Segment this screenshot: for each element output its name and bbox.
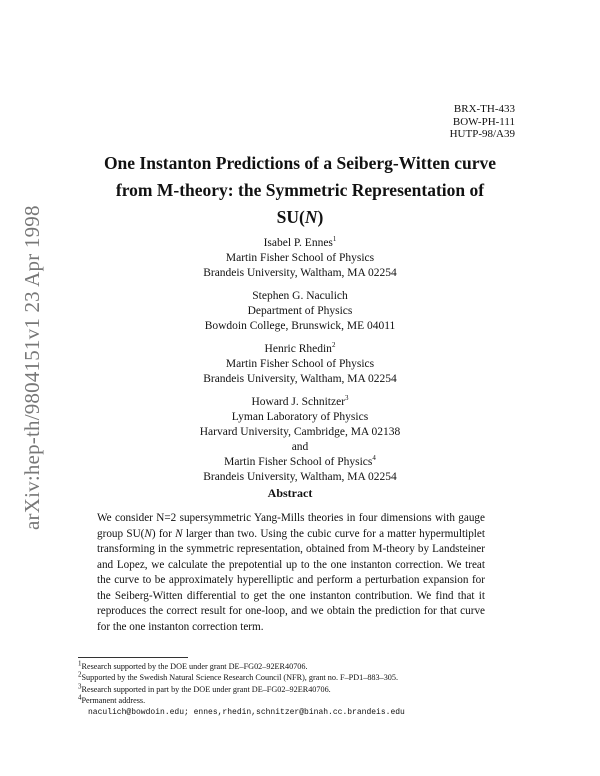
affiliation-line: Martin Fisher School of Physics — [225, 358, 375, 370]
author-name: Isabel P. Ennes$^1$ — [263, 235, 337, 249]
affiliation-line: Harvard University, Cambridge, MA 02138 — [199, 426, 401, 438]
abstract-heading: Abstract — [267, 486, 313, 500]
author-block — [120, 395, 480, 485]
author-list — [120, 236, 480, 493]
author-block — [120, 289, 480, 334]
author-block — [120, 342, 480, 387]
title-line: SU(N) — [276, 207, 324, 227]
title-line: from M-theory: the Symmetric Representation of — [115, 180, 485, 200]
footnote: $^3$Research supported in part by the DOE under grant DE–FG02–92ER40706. — [78, 682, 331, 694]
author-name: Stephen G. Naculich — [252, 290, 348, 302]
conjunction: and — [291, 441, 309, 453]
author-name: Henric Rhedin$^2$ — [264, 341, 336, 355]
author-block — [120, 236, 480, 281]
report-numbers — [450, 103, 515, 141]
arxiv-identifier: arXiv:hep-th/9804151v1 23 Apr 1998 — [20, 205, 44, 530]
affiliation-line: Martin Fisher School of Physics$^4$ — [224, 454, 376, 468]
title-line: One Instanton Predictions of a Seiberg-Witten curve — [103, 153, 497, 173]
footnotes — [78, 661, 538, 718]
report-number: BOW-PH-111 — [452, 115, 515, 128]
affiliation-line: Brandeis University, Waltham, MA 02254 — [203, 471, 397, 483]
footnote: $^2$Supported by the Swedish Natural Science Research Council (NFR), grant no. F–PD1–883–305. — [78, 670, 399, 683]
footnote: $^4$Permanent address. — [78, 693, 146, 706]
report-number: BRX-TH-433 — [453, 103, 515, 115]
affiliation-line: Brandeis University, Waltham, MA 02254 — [203, 267, 397, 279]
footnote: $^1$Research supported by the DOE under grant DE–FG02–92ER40706. — [78, 659, 308, 671]
affiliation-line: Bowdoin College, Brunswick, ME 04011 — [204, 320, 396, 332]
email-addresses: naculich@bowdoin.edu; ennes,rhedin,schnitzer@binah.cc.brandeis.edu — [88, 707, 405, 717]
affiliation-line: Brandeis University, Waltham, MA 02254 — [203, 373, 397, 385]
paper-title — [60, 150, 540, 231]
report-number: HUTP-98/A39 — [449, 128, 515, 140]
affiliation-line: Department of Physics — [247, 305, 353, 317]
abstract-text: We consider N=2 supersymmetric Yang-Mills theories in four dimensions with gauge group SU(N) for N larger than two. Using the cubic curve for a matter hypermultiplet transforming in the symmetric representation, obtained from M-theory by Landsteiner and Lopez, we calculate the prepotential up to the one instanton correction. We treat the curve to be approximately hyperelliptic and perform a perturbation expansion for the Seiberg-Witten differential to get the one instanton contribution. We find that it reproduces the correct result for one-loop, and we obtain the prediction for that curve for the one instanton correction term. — [97, 512, 485, 633]
affiliation-line: Lyman Laboratory of Physics — [231, 411, 369, 423]
author-name: Howard J. Schnitzer$^3$ — [251, 394, 349, 408]
footnote-rule — [78, 657, 188, 658]
affiliation-line: Martin Fisher School of Physics — [225, 252, 375, 264]
